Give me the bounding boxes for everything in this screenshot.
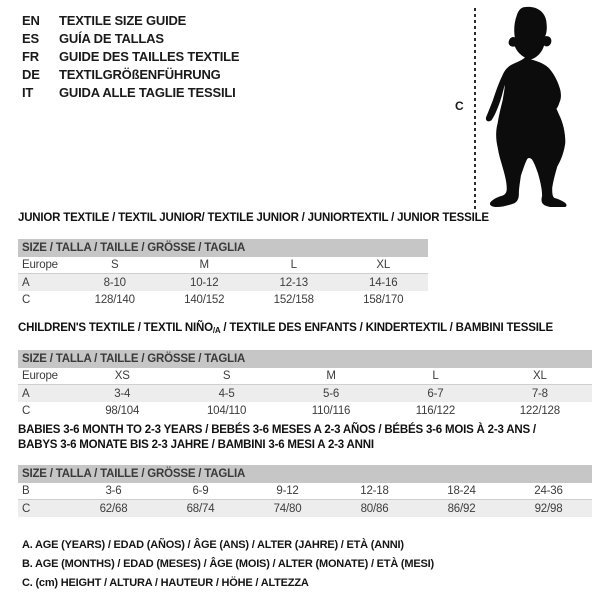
table-cell: 9-12: [276, 485, 299, 497]
table-cell: 152/158: [273, 293, 314, 306]
table-cell: 128/140: [94, 293, 135, 306]
footnote-list: [22, 536, 434, 593]
table-cell: 6-9: [192, 485, 209, 497]
table-cell: L: [290, 259, 297, 271]
section-junior-textile: [18, 211, 489, 308]
table-row-a: [18, 385, 592, 402]
size-table-header: SIZE / TALLA / TAILLE / GRÖSSE / TAGLIA: [18, 465, 592, 483]
table-row-b: [18, 483, 592, 500]
table-cell: 104/110: [206, 404, 247, 417]
row-label: A: [22, 276, 30, 289]
footnote: C. (cm) HEIGHT / ALTURA / HAUTEUR / HÖHE / ALTEZZA: [22, 577, 309, 589]
table-cell: 140/152: [184, 293, 225, 306]
table-title-line: [18, 438, 592, 453]
language-row: [22, 66, 239, 84]
row-label: B: [22, 485, 30, 497]
row-label: C: [22, 502, 31, 515]
table-title: [18, 423, 592, 453]
table-cell: XS: [114, 370, 130, 382]
table-cell: 74/80: [273, 502, 302, 515]
title-text: CHILDREN'S TEXTILE / TEXTIL NIÑO: [18, 322, 213, 334]
table-cell: 12-13: [279, 276, 308, 289]
table-cell: 62/68: [99, 502, 128, 515]
language-code: FR: [22, 49, 39, 64]
language-title: TEXTILGRÖßENFÜHRUNG: [59, 67, 221, 82]
table-row-c: [18, 291, 428, 308]
title-subscript: /A: [212, 326, 221, 335]
row-label: C: [22, 293, 31, 306]
table-cell: 86/92: [447, 502, 476, 515]
language-code: EN: [22, 13, 40, 28]
language-title: GUIDA ALLE TAGLIE TESSILI: [59, 85, 236, 100]
table-row-europe: [18, 368, 592, 385]
table-cell: 3-4: [114, 387, 131, 400]
table-row-c: [18, 500, 592, 517]
language-code: DE: [22, 67, 40, 82]
table-cell: 10-12: [190, 276, 219, 289]
section-babies-textile: [18, 423, 592, 517]
language-code: IT: [22, 85, 34, 100]
language-row: [22, 30, 239, 48]
table-title-line: [18, 321, 592, 338]
table-cell: 116/122: [415, 404, 456, 417]
table-cell: 7-8: [531, 387, 548, 400]
height-measure-dashed-line: [474, 8, 476, 209]
title-text: / TEXTILE DES ENFANTS / KINDERTEXTIL / BAMBINI TESSILE: [220, 322, 553, 334]
table-cell: M: [199, 259, 209, 271]
table-cell: L: [432, 370, 439, 382]
language-row: [22, 12, 239, 30]
table-cell: 98/104: [105, 404, 140, 417]
language-row: [22, 84, 239, 102]
size-table-header: SIZE / TALLA / TAILLE / GRÖSSE / TAGLIA: [18, 239, 428, 257]
table-cell: 6-7: [427, 387, 444, 400]
table-cell: XL: [532, 370, 547, 382]
row-label: A: [22, 387, 30, 400]
language-row: [22, 48, 239, 66]
table-row-c: [18, 402, 592, 419]
table-cell: 8-10: [103, 276, 126, 289]
title-text: BABYS 3-6 MONATE BIS 2-3 JAHRE / BAMBINI 3-6 MESI A 2-3 ANNI: [18, 439, 374, 451]
language-code: ES: [22, 31, 39, 46]
table-cell: 122/128: [519, 404, 560, 417]
row-label: C: [22, 404, 31, 417]
table-title: [18, 321, 592, 338]
language-title: TEXTILE SIZE GUIDE: [59, 13, 187, 28]
footnote: A. AGE (YEARS) / EDAD (AÑOS) / ÂGE (ANS) / ALTER (JAHRE) / ETÀ (ANNI): [22, 539, 404, 551]
size-table: [18, 350, 592, 419]
table-title-line: [18, 423, 592, 438]
title-text: JUNIOR TEXTILE / TEXTIL JUNIOR/ TEXTILE JUNIOR / JUNIORTEXTIL / JUNIOR TESSILE: [18, 212, 489, 224]
language-title-list: [22, 12, 239, 102]
size-table: [18, 465, 592, 517]
table-cell: 110/116: [311, 404, 351, 417]
table-cell: 24-36: [534, 485, 563, 497]
table-cell: M: [326, 370, 336, 382]
title-text: BABIES 3-6 MONTH TO 2-3 YEARS / BEBÉS 3-6 MESES A 2-3 AÑOS / BÉBÉS 3-6 MOIS À 2-3 ANS /: [18, 424, 536, 436]
table-row-a: [18, 274, 428, 291]
table-cell: S: [222, 370, 231, 382]
size-table: [18, 239, 428, 308]
table-cell: 5-6: [323, 387, 340, 400]
size-table-header: SIZE / TALLA / TAILLE / GRÖSSE / TAGLIA: [18, 350, 592, 368]
table-row-europe: [18, 257, 428, 274]
table-cell: 12-18: [360, 485, 389, 497]
table-cell: 4-5: [218, 387, 235, 400]
table-cell: 80/86: [360, 502, 389, 515]
table-title-line: [18, 211, 489, 226]
table-cell: 158/170: [363, 293, 404, 306]
table-cell: 68/74: [186, 502, 215, 515]
row-label: Europe: [22, 259, 58, 271]
height-measure-label: C: [455, 99, 464, 113]
section-childrens-textile: [18, 321, 592, 419]
language-title: GUÍA DE TALLAS: [59, 31, 164, 46]
footnote: B. AGE (MONTHS) / EDAD (MESES) / ÂGE (MOIS) / ALTER (MONATE) / ETÀ (MESI): [22, 558, 434, 570]
table-cell: 92/98: [534, 502, 563, 515]
language-title: GUIDE DES TAILLES TEXTILE: [59, 49, 240, 64]
table-cell: XL: [376, 259, 391, 271]
table-title: [18, 211, 489, 226]
table-cell: 18-24: [447, 485, 476, 497]
table-cell: 3-6: [105, 485, 122, 497]
table-cell: S: [111, 259, 119, 271]
toddler-silhouette-icon: [481, 5, 583, 207]
row-label: Europe: [22, 370, 58, 382]
table-cell: 14-16: [369, 276, 398, 289]
